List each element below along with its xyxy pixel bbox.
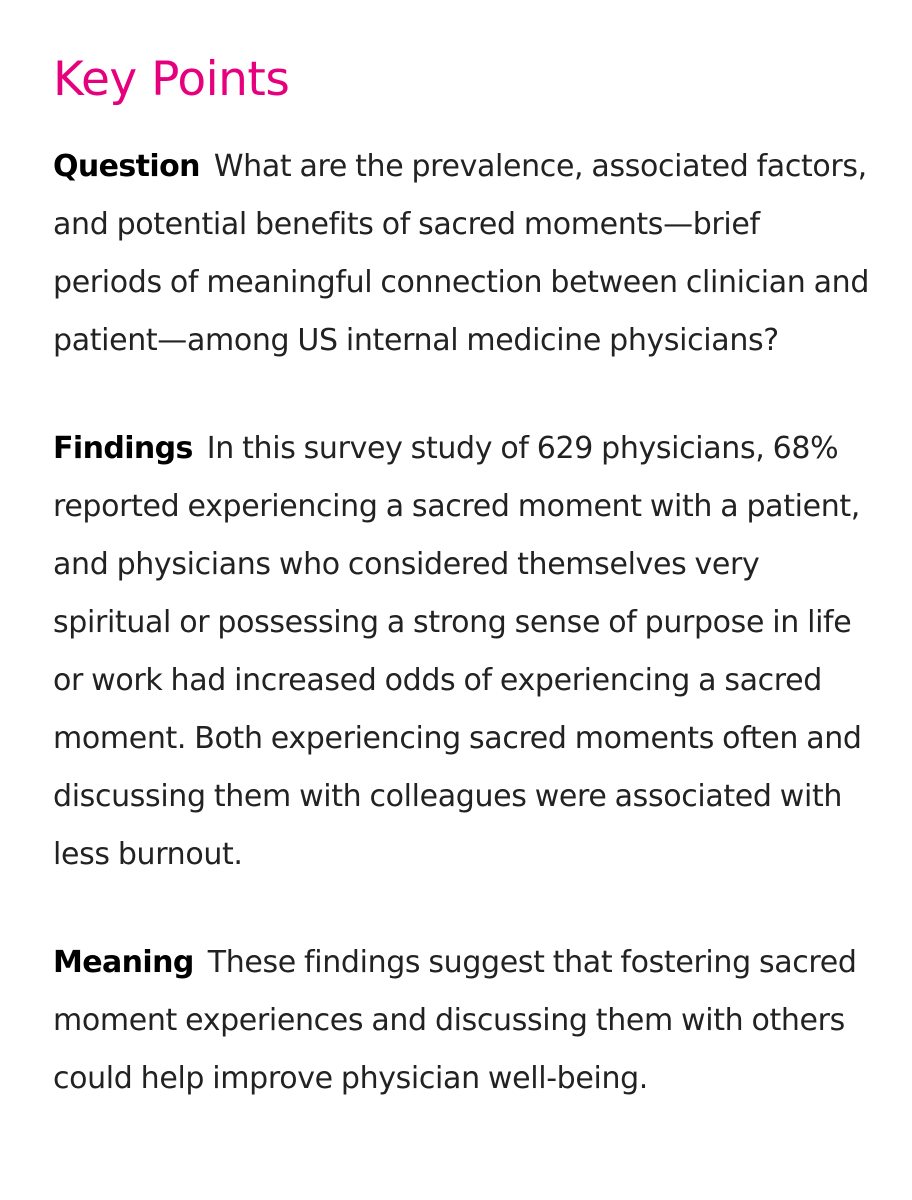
question-label: Question (53, 149, 200, 184)
meaning-section (53, 934, 872, 1108)
meaning-label: Meaning (53, 945, 194, 980)
meaning-text: These findings suggest that fostering sacred moment experiences and discussing them with others could help improve physician well-being. (53, 945, 857, 1096)
question-text: What are the prevalence, associated factors, and potential benefits of sacred moments—brief periods of meaningful connection between clinician and patient—among US internal medicine physicians? (53, 149, 870, 358)
findings-text: In this survey study of 629 physicians, 68% reported experiencing a sacred moment with a patient, and physicians who considered themselves very spiritual or possessing a strong sense of purpose in life or work had increased odds of experiencing a sacred moment. Both experiencing sacred moments often and discussing them with colleagues were associated with less burnout. (53, 431, 862, 872)
findings-section (53, 420, 872, 884)
question-section (53, 138, 872, 370)
findings-label: Findings (53, 431, 193, 466)
key-points-title: Key Points (53, 52, 290, 107)
